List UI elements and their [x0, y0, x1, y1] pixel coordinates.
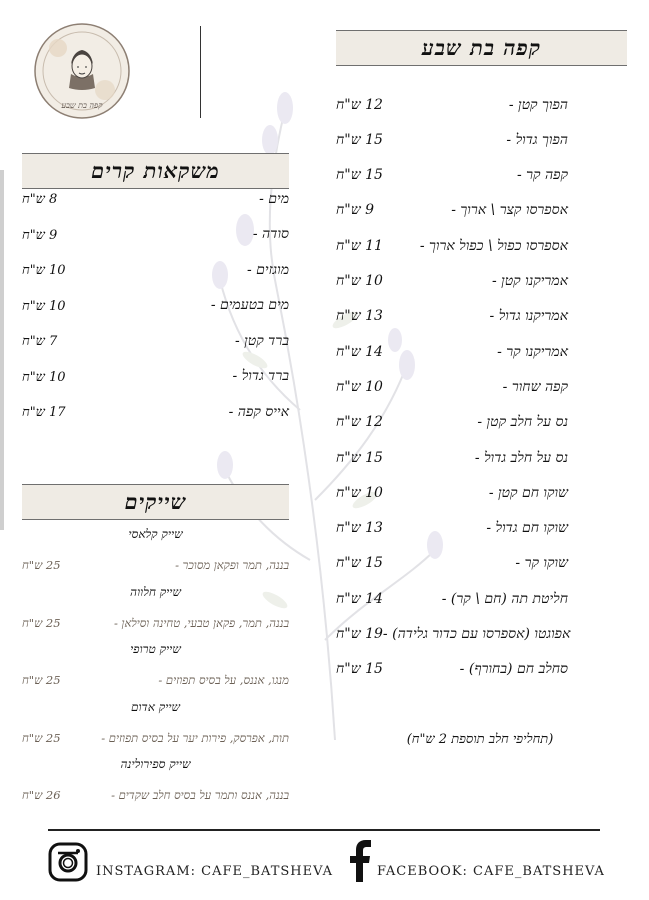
- item-price: 15 ש"ח: [336, 131, 383, 148]
- item-name: שוקו קר -: [515, 555, 568, 572]
- coffee-item: [336, 235, 568, 257]
- item-name: ברד קטן -: [235, 332, 289, 349]
- cold-drink-item: [22, 366, 289, 388]
- item-name: תות, אפרסק, פירות יער על בסיס תפוזים -: [101, 730, 289, 745]
- coffee-item: [336, 518, 568, 540]
- shake-description: [22, 729, 289, 747]
- item-price: 12 ש"ח: [336, 96, 383, 113]
- coffee-item: [336, 376, 568, 398]
- item-name: חליטת תה (חם \ קר) -: [441, 590, 568, 607]
- instagram-handle[interactable]: INSTAGRAM: CAFE_BATSHEVA: [96, 864, 334, 879]
- item-name: אמריקנו קר -: [497, 343, 568, 360]
- item-price: 12 ש"ח: [336, 414, 383, 431]
- coffee-item: [336, 482, 568, 504]
- coffee-item: [336, 271, 568, 293]
- item-price: 10 ש"ח: [336, 273, 383, 289]
- shakes-header: שייקים: [22, 484, 289, 520]
- item-price: 25 ש"ח: [22, 673, 61, 687]
- cold-drink-item: [22, 295, 289, 317]
- item-name: שוקו חם קטן -: [488, 484, 568, 501]
- item-name: מים בטעמים -: [210, 297, 289, 313]
- scrollbar[interactable]: [0, 170, 4, 530]
- coffee-item: [336, 447, 568, 469]
- coffee-item: [336, 129, 568, 151]
- item-name: קפה קר -: [516, 167, 568, 184]
- logo-text: קפה בת שבע: [61, 101, 103, 110]
- shake-title: שייק חלווה: [130, 584, 181, 599]
- item-name: סחלב חם (בחורף) -: [459, 661, 568, 678]
- item-name: שוקו חם גדול -: [486, 520, 568, 537]
- item-price: 10 ש"ח: [22, 298, 66, 314]
- item-name: קפה שחור -: [502, 378, 568, 395]
- coffee-item: [336, 341, 568, 363]
- item-price: 14 ש"ח: [336, 590, 383, 607]
- item-price: 10 ש"ח: [336, 484, 383, 501]
- item-price: 25 ש"ח: [22, 730, 61, 745]
- shake-title: שייק ספירולינה: [120, 757, 191, 771]
- item-price: 10 ש"ח: [22, 369, 66, 385]
- shake-description: [22, 556, 289, 574]
- shake-description: [22, 614, 289, 632]
- shake-title: שייק קלאסי: [128, 527, 183, 541]
- item-name: מים -: [259, 190, 289, 207]
- item-name: אמריקנו גדול -: [489, 308, 568, 325]
- cold-drink-item: [22, 401, 289, 423]
- item-name: אייס קפה -: [228, 403, 289, 420]
- shake-title: שייק טרופי: [130, 642, 181, 656]
- coffee-item: [336, 306, 568, 328]
- item-price: 10 ש"ח: [22, 263, 66, 278]
- item-price: 25 ש"ח: [22, 615, 61, 630]
- cold-drink-item: [22, 224, 289, 246]
- item-name: הפוך קטן -: [508, 96, 568, 113]
- item-price: 15 ש"ח: [336, 661, 383, 678]
- shake-description: [22, 671, 289, 689]
- item-price: 7 ש"ח: [22, 334, 58, 349]
- footer-divider: [48, 829, 600, 831]
- item-name: בננה, אננס ותמר על בסיס חלב שקדים -: [111, 788, 289, 802]
- coffee-header: קפה בת שבע: [336, 30, 627, 66]
- item-price: 17 ש"ח: [22, 405, 66, 420]
- item-name: בננה, תמר, פקאן טבעי, טחינה וסילאן -: [113, 615, 289, 630]
- shake-title: שייק אדום: [131, 699, 180, 714]
- milk-substitute-note: (תחליפי חלב תוספת 2 ש"ח): [406, 732, 554, 747]
- item-price: 19 ש"ח: [336, 626, 383, 642]
- item-name: אפוגטו (אספרסו עם כדור גלידה) -: [382, 626, 571, 642]
- item-price: 15 ש"ח: [336, 167, 383, 184]
- item-name: אספרסו קצר \ ארוך -: [451, 202, 568, 219]
- item-price: 13 ש"ח: [336, 520, 383, 537]
- coffee-item: [336, 553, 568, 575]
- coffee-item: [336, 200, 568, 222]
- item-name: ברד גדול -: [232, 368, 289, 384]
- instagram-icon[interactable]: [48, 842, 88, 882]
- item-price: 9 ש"ח: [22, 227, 58, 243]
- cold-drink-item: [22, 188, 289, 210]
- cold-drinks-header: משקאות קרים: [22, 153, 289, 189]
- item-price: 25 ש"ח: [22, 558, 61, 572]
- facebook-handle[interactable]: FACEBOOK: CAFE_BATSHEVA: [377, 864, 605, 879]
- coffee-item: [336, 588, 568, 610]
- item-price: 9 ש"ח: [336, 202, 375, 219]
- item-price: 14 ש"ח: [336, 343, 383, 360]
- coffee-item: [336, 624, 571, 646]
- item-name: נס על חלב גדול -: [474, 449, 568, 466]
- cold-drink-item: [22, 330, 289, 352]
- cold-drink-item: [22, 259, 289, 281]
- item-price: 11 ש"ח: [336, 237, 383, 254]
- item-price: 26 ש"ח: [22, 788, 61, 802]
- coffee-item: [336, 94, 568, 116]
- shake-description: [22, 786, 289, 804]
- coffee-item: [336, 165, 568, 187]
- facebook-icon[interactable]: [346, 838, 376, 884]
- item-price: 8 ש"ח: [22, 192, 58, 207]
- item-name: סודה -: [252, 226, 289, 242]
- item-name: מוגזים -: [247, 261, 289, 278]
- item-price: 10 ש"ח: [336, 378, 383, 395]
- item-price: 13 ש"ח: [336, 308, 383, 325]
- divider: [200, 26, 201, 118]
- item-name: אמריקנו קטן -: [491, 273, 568, 289]
- cafe-logo: [33, 22, 131, 120]
- item-price: 15 ש"ח: [336, 555, 383, 572]
- item-name: הפוך גדול -: [506, 131, 568, 148]
- coffee-item: [336, 412, 568, 434]
- item-price: 15 ש"ח: [336, 449, 383, 466]
- item-name: אספרסו כפול \ כפול ארוך -: [419, 237, 568, 254]
- item-name: בננה, תמר ופקאן מסוכר -: [175, 558, 289, 572]
- item-name: מנגו, אננס, על בסיס תפוזים -: [158, 673, 289, 687]
- coffee-item: [336, 659, 568, 681]
- item-name: נס על חלב קטן -: [477, 414, 568, 431]
